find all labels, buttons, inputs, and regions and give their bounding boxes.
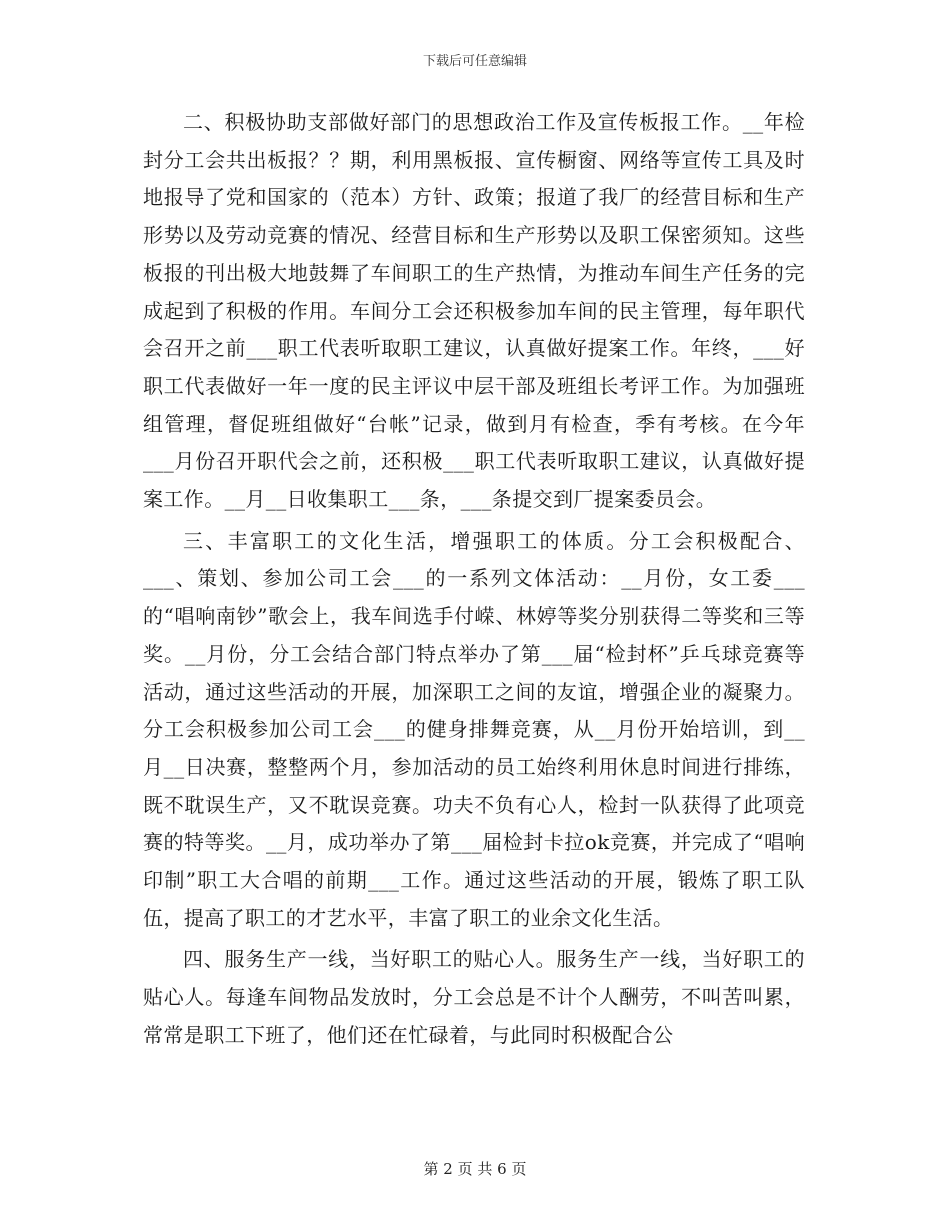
page-header: 下载后可任意编辑	[422, 54, 527, 69]
paragraph-section-3: 三、丰富职工的文化生活，增强职工的体质。分工会积极配合、___、策划、参加公司工会___的一系列文体活动：__月份，女工委___的“唱响南钞”歌会上，我车间选手付嵘、林婷等奖分别获得二等奖和三等奖。__月份，分工会结合部门特点举办了第___届“检封杯”乒乓球竞赛等活动，通过这些活动的开展，加深职工之间的友谊，增强企业的凝聚力。分工会积极参加公司工会___的健身排舞竞赛，从__月份开始培训，到__月__日决赛，整整两个月，参加活动的员工始终利用休息时间进行排练，既不耽误生产，又不耽误竞赛。功夫不负有心人，检封一队获得了此项竞赛的特等奖。__月，成功举办了第___届检封卡拉ok竞赛，并完成了“唱响印制”职工大合唱的前期___工作。通过这些活动的开展，锻炼了职工队伍，提高了职工的才艺水平，丰富了职工的业余文化生活。	[143, 528, 805, 930]
page-footer: 第 2 页 共 6 页	[423, 1160, 527, 1178]
document-body	[143, 104, 805, 1059]
paragraph-section-2: 二、积极协助支部做好部门的思想政治工作及宣传板报工作。__年检封分工会共出板报？？期，利用黑板报、宣传橱窗、网络等宣传工具及时地报导了党和国家的（范本）方针、政策；报道了我厂的经营目标和生产形势以及劳动竞赛的情况、经营目标和生产形势以及职工保密须知。这些板报的刊出极大地鼓舞了车间职工的生产热情，为推动车间生产任务的完成起到了积极的作用。车间分工会还积极参加车间的民主管理，每年职代会召开之前___职工代表听取职工建议，认真做好提案工作。年终，___好职工代表做好一年一度的民主评议中层干部及班组长考评工作。为加强班组管理，督促班组做好“台帐”记录，做到月有检查，季有考核。在今年___月份召开职代会之前，还积极___职工代表听取职工建议，认真做好提案工作。__月__日收集职工___条，___条提交到厂提案委员会。	[143, 110, 805, 512]
paragraph-section-4: 四、服务生产一线，当好职工的贴心人。服务生产一线，当好职工的贴心人。每逢车间物品发放时，分工会总是不计个人酬劳，不叫苦叫累，常常是职工下班了，他们还在忙碌着，与此同时积极配合公	[143, 947, 805, 1047]
